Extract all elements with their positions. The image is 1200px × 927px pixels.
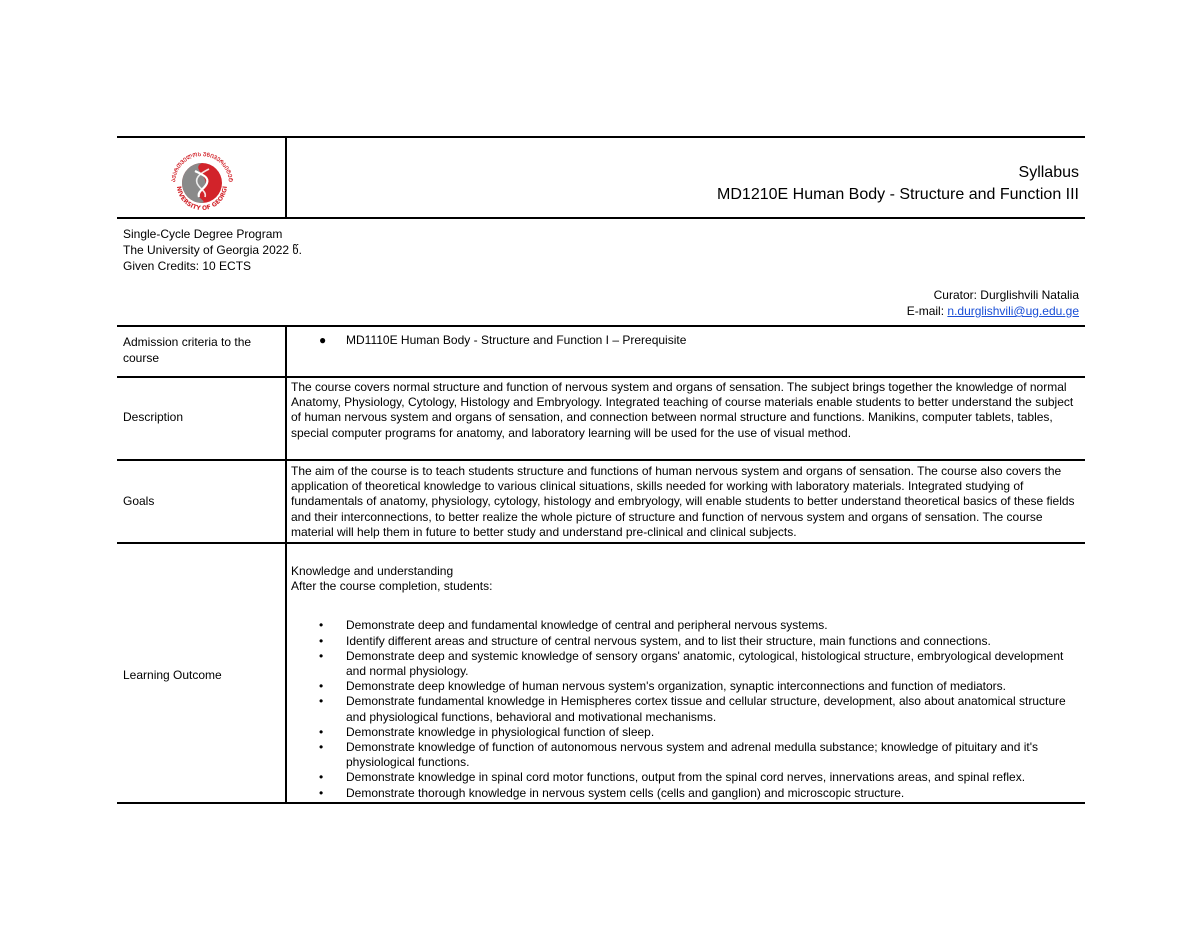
curator-email-line (907, 303, 1079, 319)
row-rule-2 (117, 459, 1085, 461)
university-logo (165, 147, 239, 217)
curator-name: Curator: Durglishvili Natalia (933, 288, 1079, 302)
list-item: • Demonstrate knowledge in spinal cord motor functions, output from the spinal cord nerves, innervations areas, and spinal reflex. (319, 770, 1026, 785)
row-rule-1 (117, 376, 1085, 378)
bullet-icon: • (319, 633, 324, 648)
bullet-icon: • (319, 785, 324, 800)
list-item: • Demonstrate thorough knowledge in nervous system cells (cells and ganglion) and microscopic structure. (319, 785, 905, 800)
credits: Given Credits: 10 ECTS (123, 259, 252, 273)
learning-outcome-label: Learning Outcome (123, 668, 222, 682)
list-item: • Demonstrate fundamental knowledge in Hemispheres cortex tissue and cellular structure, development, also about anatomical structure and physiological functions, behavioral and motivational mechanisms. (319, 694, 1066, 724)
bullet-icon: • (319, 770, 324, 785)
bullet-icon: • (319, 648, 324, 663)
bullet-icon: • (319, 740, 324, 755)
learning-outcome-list (291, 618, 1081, 800)
bullet-icon: • (319, 618, 324, 633)
program-name: Single-Cycle Degree Program (123, 227, 283, 241)
row-rule-3 (117, 542, 1085, 544)
bullet-icon: • (319, 694, 324, 709)
header-top-rule (117, 136, 1085, 138)
goals-label: Goals (123, 494, 155, 508)
goals-text: The aim of the course is to teach students structure and functions of human nervous system and organs of sensation. The course also covers the application of theoretical knowledge to various clinical situations, skills needed for working with laboratory materials. Integrated studying of fundamentals of anatomy, physiology, cytology, histology and embryology, will enable students to better understand theoretical basics of these fields and their interconnections, to better realize the whole picture of structure and function of nervous system and organs of sensation. The course material will help them in future to better study and understand pre-clinical and clinical subjects. (291, 464, 1075, 539)
bullet-icon: ● (319, 333, 327, 347)
learning-subheading: After the course completion, students: (291, 579, 493, 594)
logo-text: NIVERSITY OF GEORGI (174, 185, 229, 213)
learning-outcome-content (291, 564, 1081, 801)
university-year: The University of Georgia 2022 წ. (123, 243, 302, 257)
svg-text:ᲡᲐᲥᲐᲠᲗᲕᲔᲚᲝᲡ ᲣᲜᲘᲕᲔᲠᲡᲘᲢᲔᲢᲘ: ᲐᲥᲐᲠᲗᲕᲔᲚᲝᲡ ᲣᲜᲘᲕᲔᲠᲡᲘᲢᲔᲢ (170, 151, 234, 183)
learning-heading: Knowledge and understanding (291, 564, 454, 578)
syllabus-heading: Syllabus (1018, 164, 1079, 181)
curator-email-link[interactable]: n.durglishvili@ug.edu.ge (947, 304, 1079, 318)
prerequisite-item: ● MD1110E Human Body - Structure and Function I – Prerequisite (319, 333, 687, 347)
list-item: • Demonstrate deep and fundamental knowledge of central and peripheral nervous systems. (319, 618, 828, 633)
list-item: • Demonstrate deep knowledge of human nervous system's organization, synaptic interconnections and function of mediators. (319, 679, 1006, 694)
header-divider (285, 136, 287, 219)
bullet-icon: • (319, 724, 324, 739)
header-bottom-rule (117, 217, 1085, 219)
list-item: • Demonstrate knowledge of function of autonomous nervous system and adrenal medulla substance; knowledge of pituitary and it's physiological functions. (319, 740, 1039, 770)
table-bottom-rule (117, 802, 1085, 804)
list-item: • Identify different areas and structure of central nervous system, and to list their structure, main functions and connections. (319, 633, 991, 648)
table-column-divider (285, 325, 287, 804)
bullet-icon: • (319, 679, 324, 694)
email-label: E-mail: (906, 304, 948, 318)
admission-label: Admission criteria to the course (123, 335, 252, 365)
admission-content (291, 333, 1081, 348)
list-item: • Demonstrate deep and systemic knowledge of sensory organs' anatomic, cytological, histological structure, embryological development and normal physiology. (319, 648, 1064, 679)
list-item: • Demonstrate knowledge in physiological function of sleep. (319, 724, 655, 739)
description-label: Description (123, 410, 184, 424)
table-top-rule (117, 325, 1085, 327)
description-text: The course covers normal structure and function of nervous system and organs of sensation. The subject brings together the knowledge of normal Anatomy, Physiology, Cytology, Histology and Embryology. Integrated teaching of course materials enable students to better understand the subject of human nervous system and organs of sensation, and connection between normal structure and functions. Manikins, computer tablets, tables, special computer programs for anatomy, and laboratory learning will be used for the use of visual method. (291, 380, 1074, 440)
course-title: MD1210E Human Body - Structure and Function III (717, 186, 1079, 203)
